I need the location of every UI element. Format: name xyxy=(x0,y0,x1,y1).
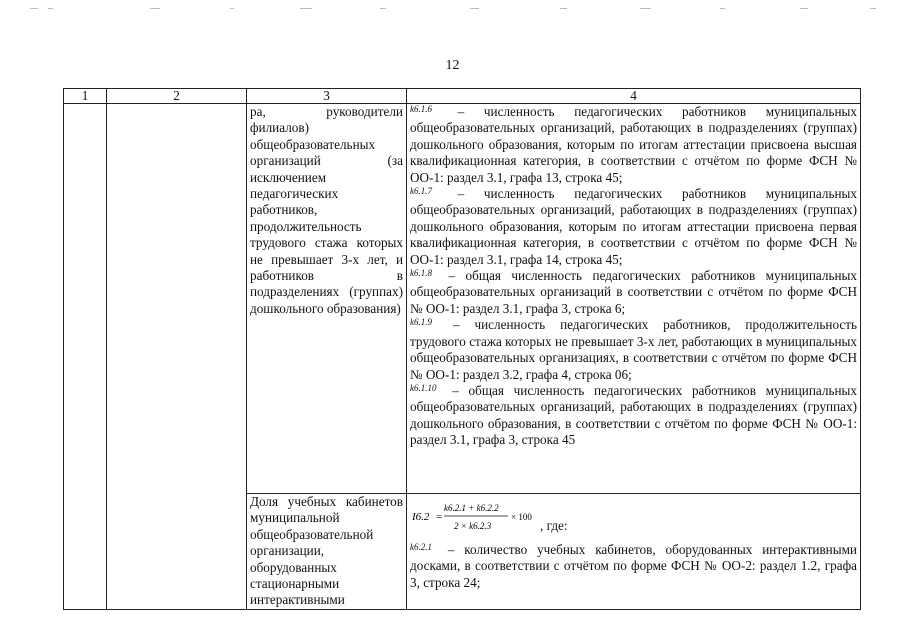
variable-symbol: k6.1.7 xyxy=(410,186,432,197)
header-col-1: 1 xyxy=(64,89,107,104)
formula-graphic xyxy=(412,498,542,536)
indicator-description: ра, руководители филиалов) общеобразовательных организаций (за исключением педагогических работников, продолжительность трудового стажа которых не превышает 3-х лет, и работников в подразделениях (группах) дошкольного образования) xyxy=(247,104,407,494)
table-header-row xyxy=(64,89,861,104)
header-col-3: 3 xyxy=(247,89,407,104)
header-col-4: 4 xyxy=(407,89,861,104)
definitions-cell xyxy=(407,104,861,494)
variable-symbol: k6.2.1 xyxy=(410,542,432,552)
document-table xyxy=(63,88,861,610)
definition-item: k6.2.1 – количество учебных кабинетов, оборудованных интерактивными досками, в соответствии с отчётом по форме ФСН № ОО-2: раздел 1.2, графа 3, строка 24; xyxy=(410,542,857,590)
variable-symbol: k6.1.9 xyxy=(410,317,432,328)
header-col-2: 2 xyxy=(107,89,247,104)
formula-block xyxy=(410,494,857,542)
cell-col-2 xyxy=(107,104,247,610)
definition-item: k6.1.8 – общая численность педагогических работников муниципальных общеобразовательных организаций в соответствии с отчётом по форме ФСН № ОО-1: раздел 3.1, графа 3, строка 6; xyxy=(410,268,857,316)
formula-lhs: I6.2 xyxy=(412,511,430,523)
formula-eq: = xyxy=(436,511,443,523)
variable-symbol: k6.1.6 xyxy=(410,104,432,114)
variable-symbol: k6.1.8 xyxy=(410,268,432,279)
page-number: 12 xyxy=(445,58,460,73)
formula-denominator: 2 × k6.2.3 xyxy=(454,521,492,531)
definition-item: k6.1.7 – численность педагогических работников муниципальных общеобразовательных организаций, работающих в подразделениях (группах) дошкольного образования, которым по итогам аттестации присвоена первая квалификационная категория, в соответствии с отчётом по форме ФСН № ОО-1: раздел 3.1, графа 14, строка 45; xyxy=(410,186,857,267)
definition-item: k6.1.10 – общая численность педагогических работников муниципальных общеобразовательных организаций, работающих в подразделениях (группах) дошкольного образования, в соответствии с отчётом по форме ФСН № ОО-1: раздел 3.1, графа 3, строка 45 xyxy=(410,382,857,448)
table-row xyxy=(64,104,861,494)
formula-numerator: k6.2.1 + k6.2.2 xyxy=(444,503,499,513)
indicator-description: Доля учебных кабинетов муниципальной общеобразовательной организации, оборудованных стационарными интерактивными xyxy=(247,494,407,610)
formula-where: , где: xyxy=(540,518,568,533)
formula-cell xyxy=(407,494,861,610)
definition-item: k6.1.6 – численность педагогических работников муниципальных общеобразовательных организаций, работающих в подразделениях (группах) дошкольного образования, которым по итогам аттестации присвоена высшая квалификационная категория, в соответствии с отчётом по форме ФСН № ОО-1: раздел 3.1, графа 13, строка 45; xyxy=(410,104,857,185)
formula-times: × 100 xyxy=(511,512,532,522)
variable-symbol: k6.1.10 xyxy=(410,382,437,393)
cell-col-1 xyxy=(64,104,107,610)
definition-item: k6.1.9 – численность педагогических работников, продолжительность трудового стажа которых не превышает 3-х лет, работающих в муниципальных общеобразовательных организациях, в соответствии с отчётом по форме ФСН № ОО-1: раздел 3.2, графа 4, строка 06; xyxy=(410,317,857,382)
scan-noise xyxy=(0,0,905,14)
